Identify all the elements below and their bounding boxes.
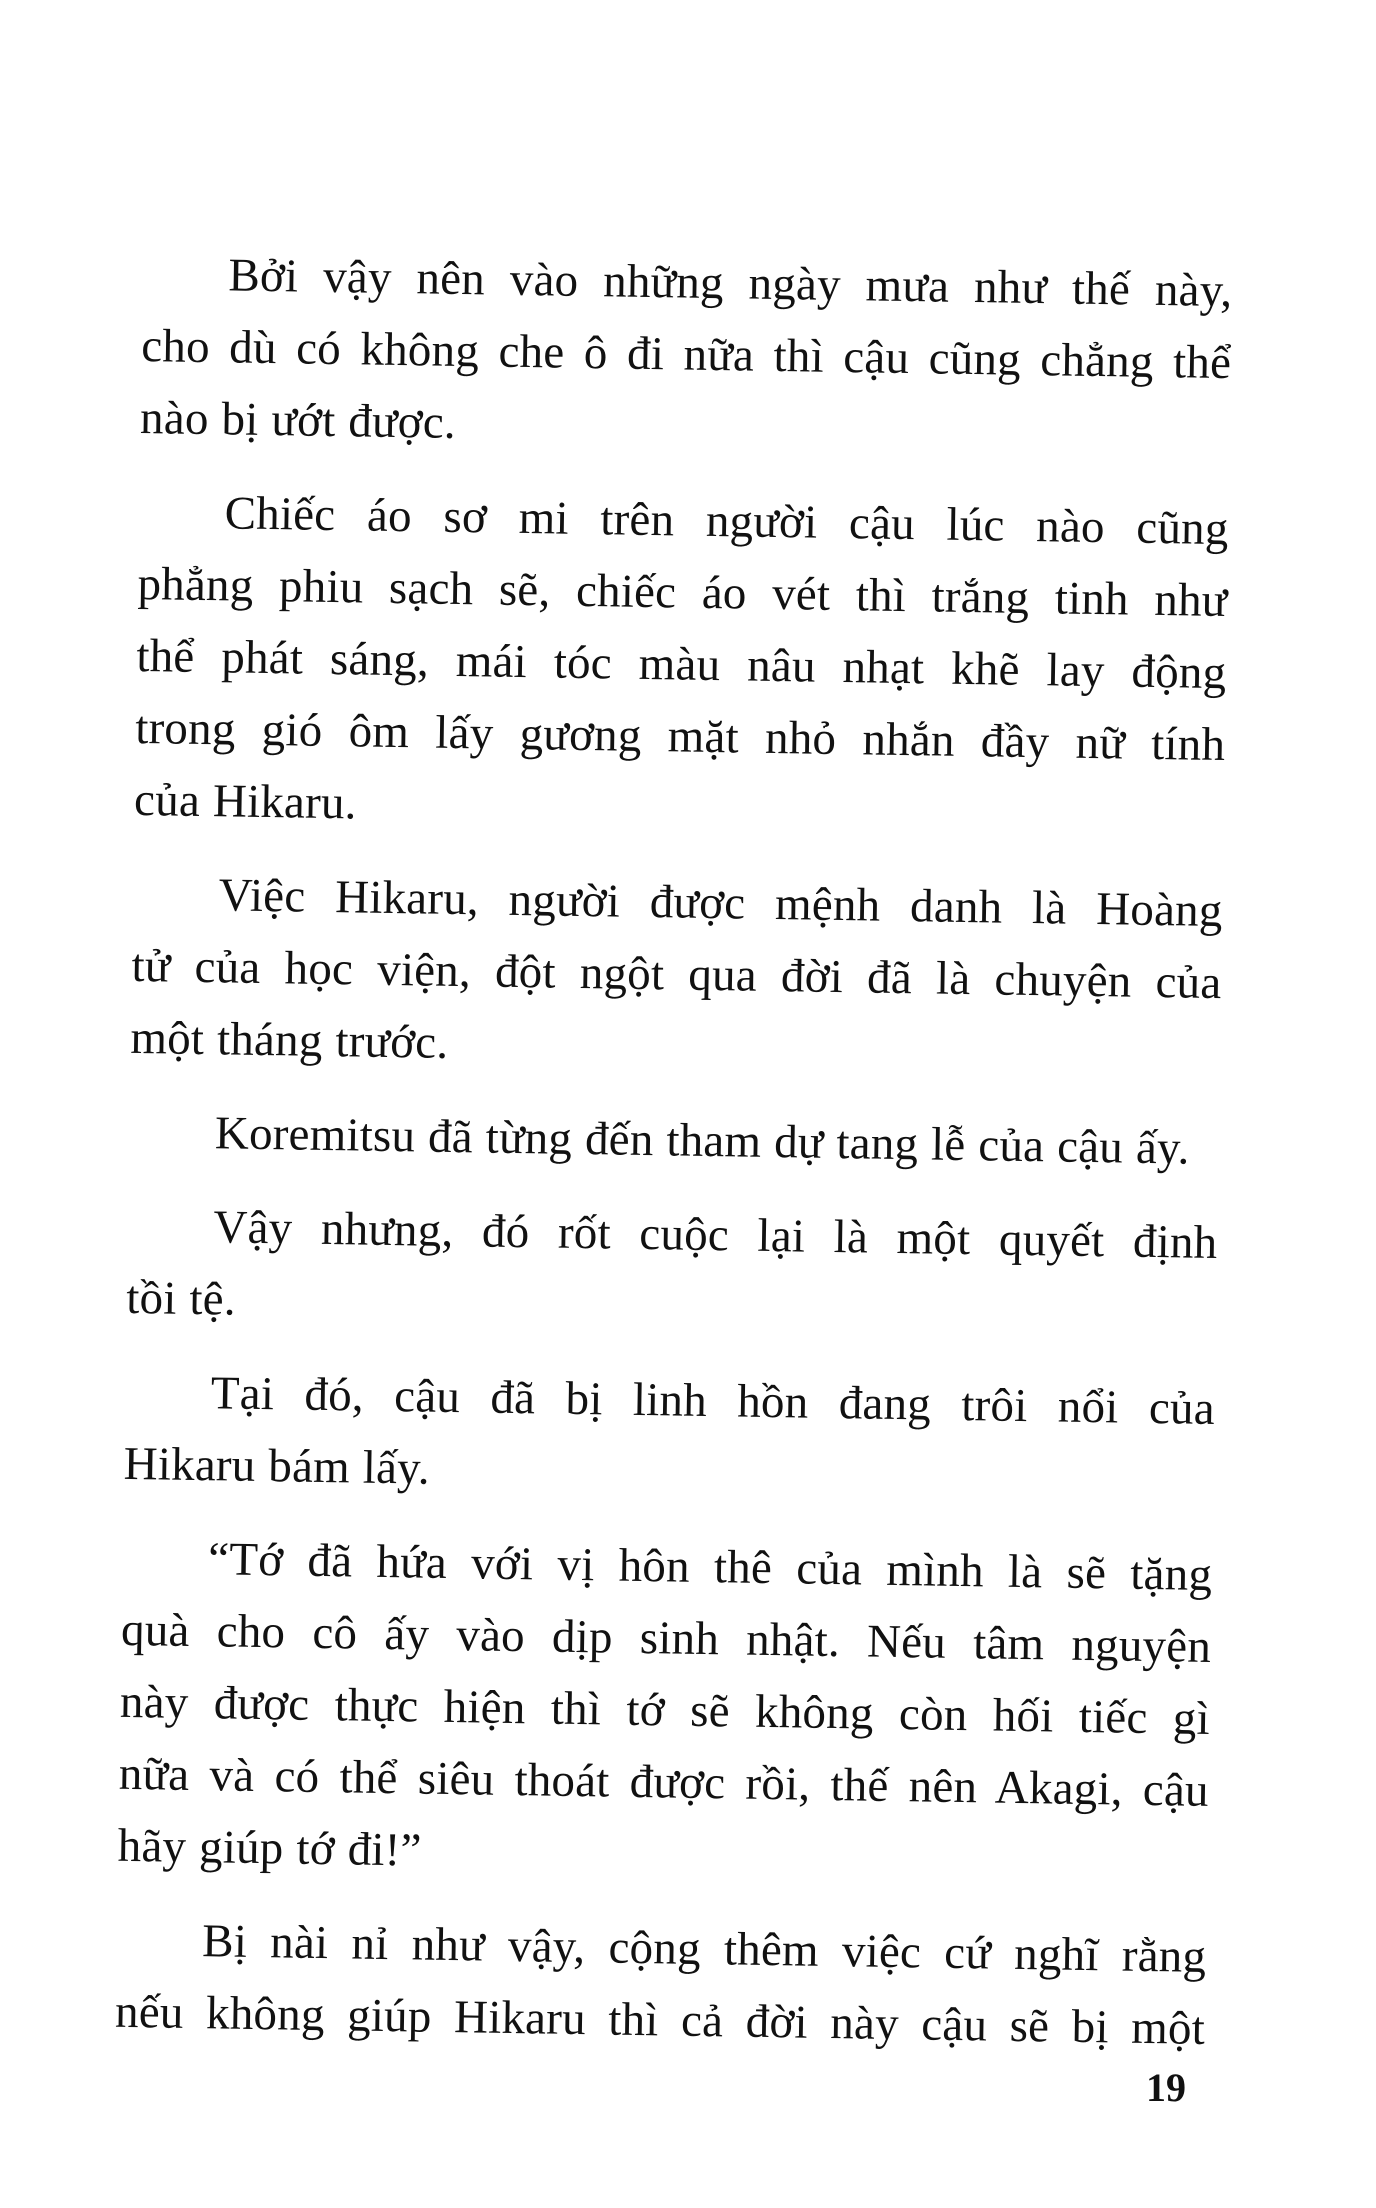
page-number: 19 (1146, 2065, 1186, 2110)
paragraph-5 (126, 1190, 1218, 1351)
text-line: này được thực hiện thì tớ sẽ không còn hối tiếc gì (119, 1675, 1211, 1745)
text-line: tử của học viện, đột ngột qua đời đã là chuyện của (131, 939, 1222, 1010)
text-line: một tháng trước. (130, 1011, 449, 1069)
paragraph-1 (140, 238, 1233, 471)
text-line: Bởi vậy nên vào những ngày mưa như thế này, (228, 249, 1233, 318)
text-line: của Hikaru. (133, 773, 357, 830)
text-line: phẳng phiu sạch sẽ, chiếc áo vét thì trắng tinh như (137, 557, 1228, 628)
text-line: Hikaru bám lấy. (123, 1437, 431, 1495)
paragraph-4 (128, 1096, 1219, 1185)
paragraph-7-dialogue (117, 1522, 1213, 1899)
text-line: Việc Hikaru, người được mệnh danh là Hoàng (218, 869, 1223, 938)
text-line: Chiếc áo sơ mi trên người cậu lúc nào cũng (224, 487, 1229, 556)
text-line: Tại đó, cậu đã bị linh hồn đang trôi nổi của (210, 1367, 1216, 1435)
text-line: tồi tệ. (125, 1271, 237, 1326)
text-line: trong gió ôm lấy gương mặt nhỏ nhắn đầy nữ tính (134, 701, 1226, 772)
text-line: nào bị ướt được. (139, 391, 457, 449)
text-line: thể phát sáng, mái tóc màu nâu nhạt khẽ lay động (136, 629, 1227, 700)
text-line: Vậy nhưng, đó rốt cuộc lại là một quyết định (213, 1201, 1218, 1269)
body-text (114, 238, 1233, 2087)
text-line: quà cho cô ấy vào dịp sinh nhật. Nếu tâm nguyện (120, 1603, 1212, 1673)
paragraph-3 (130, 858, 1223, 1091)
paragraph-2 (134, 476, 1230, 853)
text-line: cho dù có không che ô đi nữa thì cậu cũng chẳng thể (140, 319, 1232, 390)
text-line: hãy giúp tớ đi!” (117, 1819, 422, 1877)
paragraph-6 (123, 1356, 1215, 1517)
text-line: “Tớ đã hứa với vị hôn thê của mình là sẽ tặng (207, 1533, 1213, 1601)
text-line: Koremitsu đã từng đến tham dự tang lễ của cậu ấy. (214, 1107, 1191, 1175)
paragraph-8 (115, 1904, 1207, 2065)
text-line: Bị nài nỉ như vậy, cộng thêm việc cứ nghĩ rằng (201, 1915, 1207, 1983)
text-line: nữa và có thể siêu thoát được rồi, thế nên Akagi, cậu (118, 1747, 1210, 1817)
text-line: nếu không giúp Hikaru thì cả đời này cậu sẽ bị một (114, 1985, 1206, 2055)
